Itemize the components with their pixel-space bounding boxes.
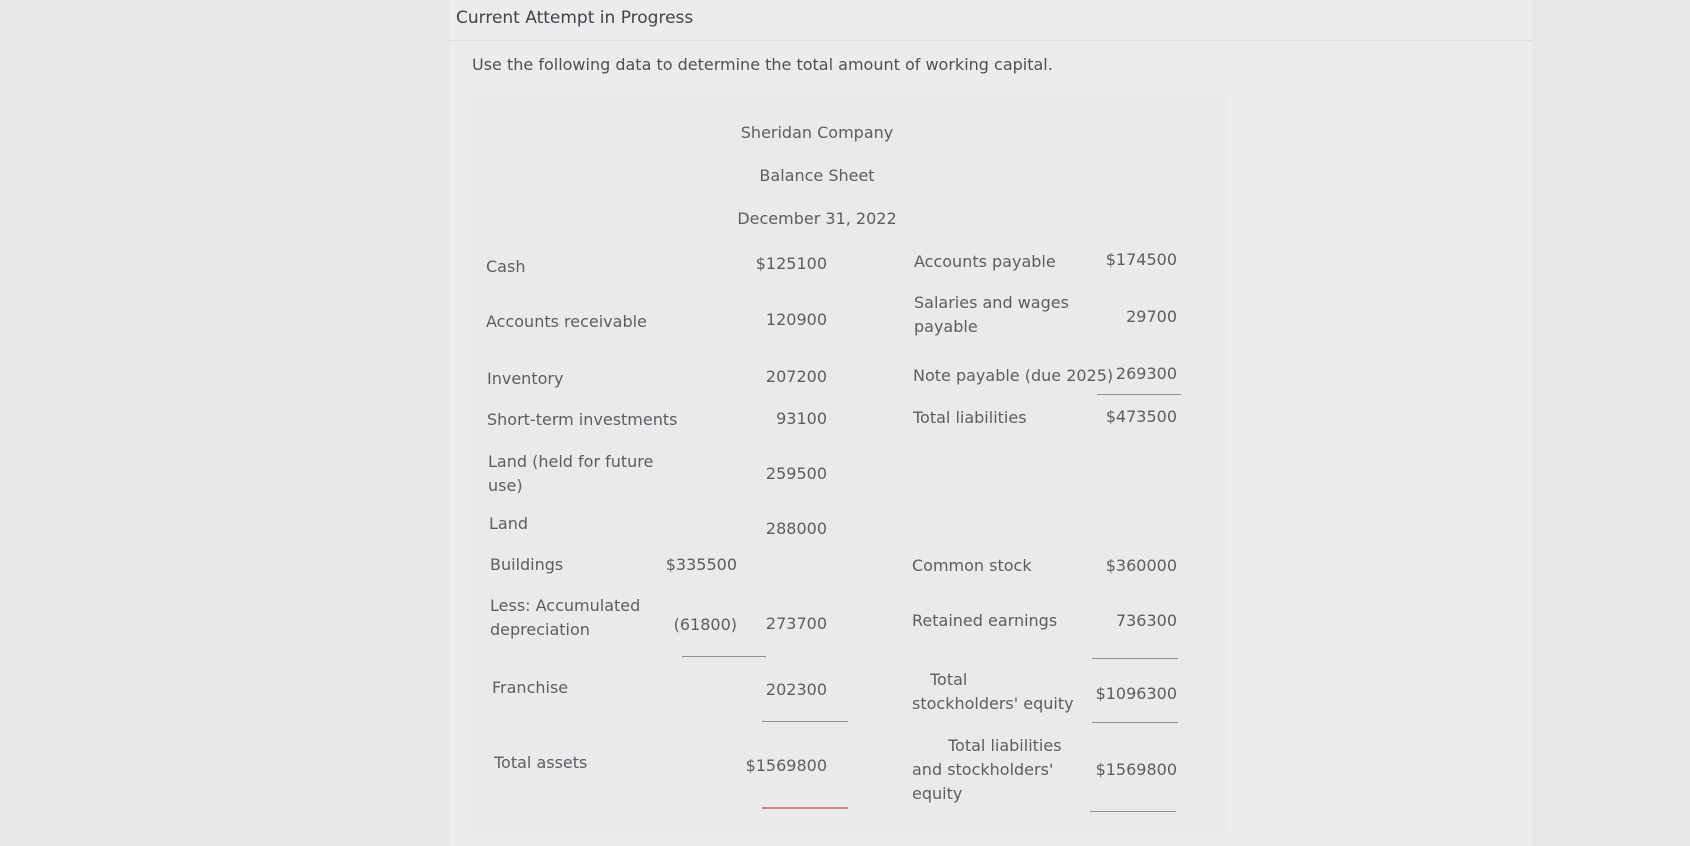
- note-payable-label: Note payable (due 2025): [913, 366, 1114, 385]
- total-assets-label: Total assets: [494, 753, 588, 772]
- accounts-receivable-amount: 120900: [765, 310, 827, 329]
- inventory-amount: 207200: [765, 367, 827, 386]
- accounts-payable-amount: $174500: [1105, 250, 1177, 269]
- total-liabilities-label: Total liabilities: [913, 408, 1027, 427]
- note-payable-amount: 269300: [1115, 364, 1177, 383]
- franchise-label: Franchise: [492, 678, 569, 697]
- question-text: Use the following data to determine the total amount of working capital.: [472, 55, 1053, 74]
- accounts-receivable-label: Accounts receivable: [486, 312, 647, 331]
- assets-total-rule: [762, 721, 848, 722]
- assets-double-rule: [762, 807, 848, 809]
- total-liabilities-amount: $473500: [1105, 407, 1177, 426]
- statement-title: Balance Sheet: [759, 166, 875, 185]
- common-stock-amount: $360000: [1105, 556, 1177, 575]
- attempt-header: [450, 0, 1532, 41]
- land-label: Land: [489, 514, 529, 533]
- balance-sheet-table: [472, 95, 1228, 835]
- retained-earnings-amount: 736300: [1115, 611, 1177, 630]
- buildings-amount: $335500: [665, 555, 737, 574]
- short-term-investments-amount: 93100: [776, 409, 827, 428]
- short-term-investments-label: Short-term investments: [487, 410, 678, 429]
- common-stock-label: Common stock: [912, 556, 1032, 575]
- question-page: [450, 0, 1532, 846]
- cash-amount: $125100: [755, 254, 827, 273]
- company-name: Sheridan Company: [740, 123, 894, 142]
- accounts-payable-label: Accounts payable: [914, 252, 1056, 271]
- total-liabilities-equity-amount: $1569800: [1095, 760, 1177, 779]
- subtotal-rule: [682, 656, 766, 657]
- net-buildings-amount: 273700: [765, 614, 827, 633]
- cash-label: Cash: [486, 257, 526, 276]
- accumulated-depreciation-label: Less: Accumulated depreciation: [490, 596, 641, 639]
- buildings-label: Buildings: [490, 555, 564, 574]
- total-equity-label: Total stockholders' equity: [912, 670, 1074, 713]
- retained-earnings-label: Retained earnings: [912, 611, 1058, 630]
- total-equity-amount: $1096300: [1095, 684, 1177, 703]
- salaries-payable-label: Salaries and wages payable: [914, 293, 1069, 336]
- land-future-label: Land (held for future use): [488, 452, 654, 495]
- total-liabilities-equity-label: Total liabilities and stockholders' equity: [912, 736, 1062, 803]
- land-future-amount: 259500: [765, 464, 827, 483]
- liabilities-total-rule: [1097, 394, 1181, 395]
- total-assets-amount: $1569800: [745, 756, 827, 775]
- inventory-label: Inventory: [487, 369, 564, 388]
- equity-total-rule: [1092, 658, 1178, 659]
- statement-date: December 31, 2022: [737, 209, 897, 228]
- salaries-payable-amount: 29700: [1126, 307, 1177, 326]
- accumulated-depreciation-amount: (61800): [673, 615, 737, 634]
- equity-grand-rule: [1092, 722, 1178, 723]
- franchise-amount: 202300: [765, 680, 827, 699]
- land-amount: 288000: [765, 519, 827, 538]
- attempt-title: Current Attempt in Progress: [456, 8, 694, 28]
- liabilities-equity-double-rule: [1090, 811, 1176, 812]
